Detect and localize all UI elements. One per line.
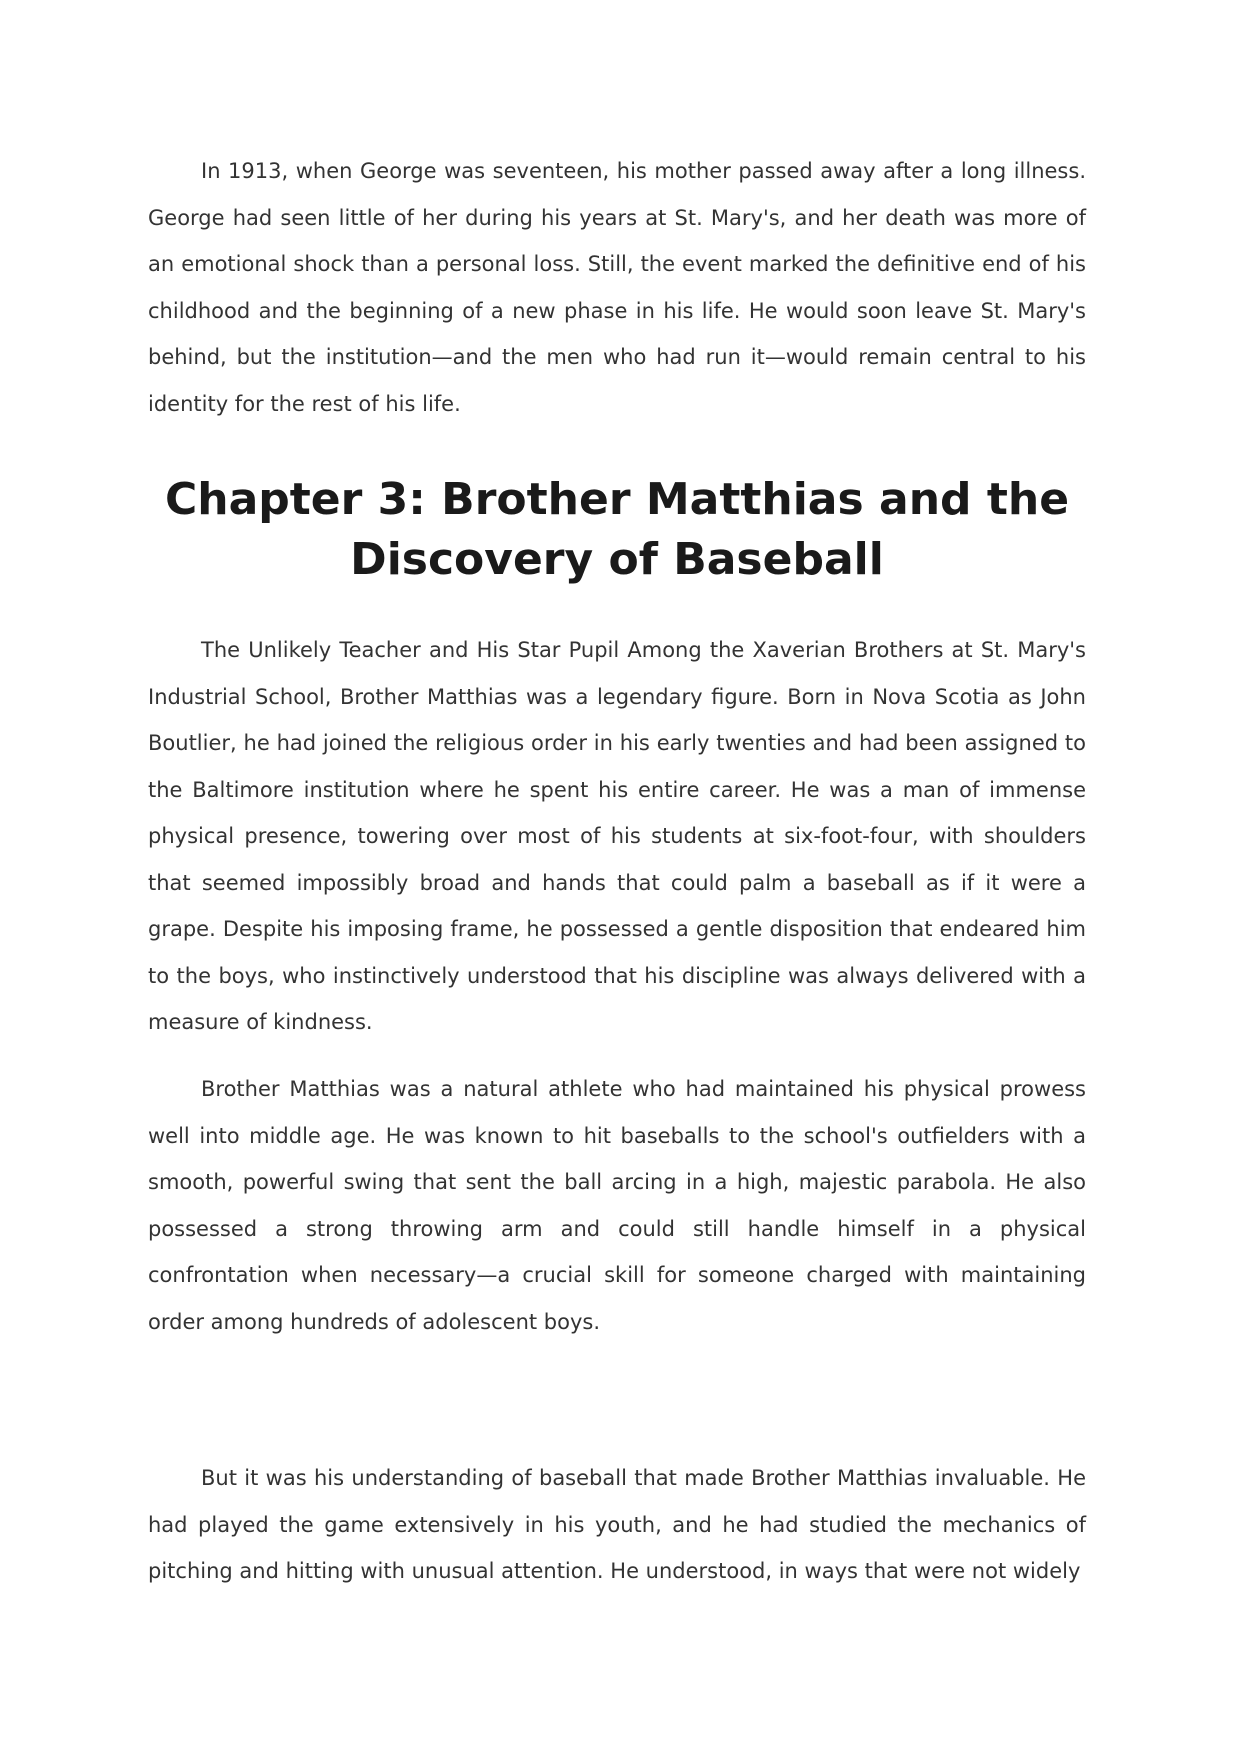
text-column-athlete (148, 1066, 1086, 1345)
text-column-intro (148, 148, 1086, 427)
text-column-baseball (148, 1455, 1086, 1595)
paragraph-natural-athlete: Brother Matthias was a natural athlete who had maintained his physical prowess well into middle age. He was known to hit baseballs to the school's outfielders with a smooth, powerful swing that sent the ball arcing in a high, majestic parabola. He also possessed a strong throwing arm and could still handle himself in a physical confrontation when necessary—a crucial skill for someone charged with maintaining order among hundreds of adolescent boys. (148, 1077, 1086, 1334)
chapter-title: Chapter 3: Brother Matthias and the Discovery of Baseball (164, 474, 1070, 585)
paragraph-baseball-understanding: But it was his understanding of baseball that made Brother Matthias invaluable. He had played the game extensively in his youth, and he had studied the mechanics of pitching and hitting with unusual attention. He understood, in ways that were not widely (148, 1466, 1086, 1583)
text-column-teacher (148, 627, 1086, 1046)
paragraph-brother-matthias-intro: The Unlikely Teacher and His Star Pupil Among the Xaverian Brothers at St. Mary's Industrial School, Brother Matthias was a legendary figure. Born in Nova Scotia as John Boutlier, he had joined the religious order in his early twenties and had been assigned to the Baltimore institution where he spent his entire career. He was a man of immense physical presence, towering over most of his students at six-foot-four, with shoulders that seemed impossibly broad and hands that could palm a baseball as if it were a grape. Despite his imposing frame, he possessed a gentle disposition that endeared him to the boys, who instinctively understood that his discipline was always delivered with a measure of kindness. (148, 638, 1086, 1034)
paragraph-mother-death: In 1913, when George was seventeen, his mother passed away after a long illness. George had seen little of her during his years at St. Mary's, and her death was more of an emotional shock than a personal loss. Still, the event marked the definitive end of his childhood and the beginning of a new phase in his life. He would soon leave St. Mary's behind, but the institution—and the men who had run it—would remain central to his identity for the rest of his life. (148, 159, 1086, 416)
